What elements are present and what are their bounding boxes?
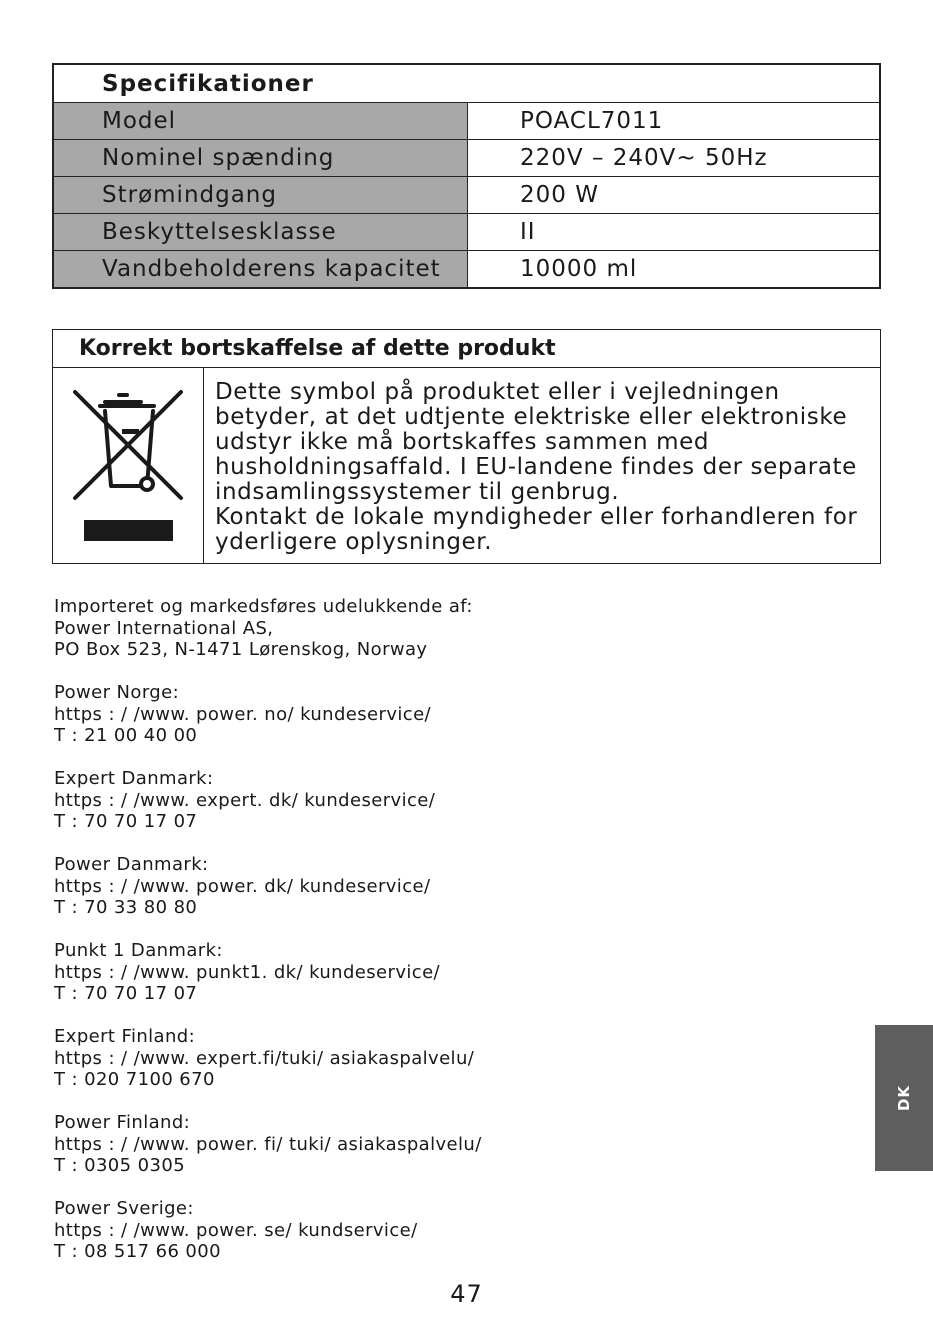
contact-phone: T : 020 7100 670 — [54, 1069, 215, 1090]
contact-url: https : / /www. expert. dk/ kundeservice/ — [54, 789, 436, 811]
language-tab — [875, 1025, 933, 1171]
disposal-icon-cell — [53, 368, 204, 564]
spec-value-tank-capacity: 10000 ml — [468, 251, 881, 289]
contact-phone: T : 08 517 66 000 — [54, 1241, 221, 1262]
contact-phone: T : 0305 0305 — [54, 1155, 186, 1176]
spec-row — [53, 177, 880, 214]
importer-line: Power International AS, — [54, 617, 274, 639]
contact-url: https : / /www. power. fi/ tuki/ asiakaspalvelu/ — [54, 1133, 482, 1155]
crossed-out-wheelie-bin-icon — [53, 368, 204, 564]
contact-expert-finland — [54, 1026, 614, 1091]
disposal-text-line: yderligere oplysninger. — [215, 529, 493, 555]
specifications-title: Specifikationer — [53, 64, 880, 103]
contacts-section — [54, 596, 614, 1284]
contact-name: Power Finland: — [54, 1112, 191, 1133]
importer-block — [54, 596, 614, 661]
spec-label-model: Model — [53, 103, 468, 140]
spec-row — [53, 251, 880, 289]
contact-power-sverige — [54, 1198, 614, 1263]
contact-name: Expert Danmark: — [54, 768, 214, 789]
disposal-text-line: Kontakt de lokale myndigheder eller forhandleren for — [215, 504, 858, 530]
spec-value-voltage: 220V – 240V~ 50Hz — [468, 140, 881, 177]
specifications-table — [52, 63, 881, 289]
spec-row — [53, 103, 880, 140]
specifications-header-row — [53, 64, 880, 103]
contact-url: https : / /www. power. se/ kundservice/ — [54, 1219, 418, 1241]
contact-name: Power Norge: — [54, 682, 180, 703]
language-tab-label: DK — [895, 1084, 913, 1112]
contact-phone: T : 70 33 80 80 — [54, 897, 198, 918]
disposal-text-line: udstyr ikke må bortskaffes sammen med — [215, 429, 710, 455]
contact-url: https : / /www. power. dk/ kundeservice/ — [54, 875, 431, 897]
disposal-text-line: indsamlingssystemer til genbrug. — [215, 479, 620, 505]
page-number: 47 — [450, 1280, 483, 1308]
spec-label-voltage: Nominel spænding — [53, 140, 468, 177]
contact-name: Punkt 1 Danmark: — [54, 940, 223, 961]
disposal-text — [215, 380, 880, 555]
contact-power-finland — [54, 1112, 614, 1177]
spec-row — [53, 214, 880, 251]
contact-url: https : / /www. punkt1. dk/ kundeservice/ — [54, 961, 441, 983]
contact-name: Power Sverige: — [54, 1198, 194, 1219]
disposal-text-line: husholdningsaffald. I EU-landene findes der separate — [215, 454, 857, 480]
disposal-title: Korrekt bortskaffelse af dette produkt — [53, 330, 880, 368]
spec-value-power: 200 W — [468, 177, 881, 214]
spec-row — [53, 140, 880, 177]
contact-punkt1-danmark — [54, 940, 614, 1005]
disposal-text-line: Dette symbol på produktet eller i vejledningen — [215, 379, 780, 405]
contact-phone: T : 70 70 17 07 — [54, 811, 198, 832]
spec-label-tank-capacity: Vandbeholderens kapacitet — [53, 251, 468, 289]
disposal-box — [52, 329, 881, 564]
spec-label-power: Strømindgang — [53, 177, 468, 214]
contact-name: Expert Finland: — [54, 1026, 196, 1047]
disposal-text-line: betyder, at det udtjente elektriske eller elektroniske — [215, 404, 848, 430]
contact-phone: T : 21 00 40 00 — [54, 725, 198, 746]
contact-name: Power Danmark: — [54, 854, 209, 875]
importer-line: Importeret og markedsføres udelukkende af: — [54, 596, 473, 617]
importer-line: PO Box 523, N-1471 Lørenskog, Norway — [54, 639, 428, 660]
contact-url: https : / /www. expert.fi/tuki/ asiakaspalvelu/ — [54, 1047, 475, 1069]
spec-value-model: POACL7011 — [468, 103, 881, 140]
contact-url: https : / /www. power. no/ kundeservice/ — [54, 703, 432, 725]
contact-phone: T : 70 70 17 07 — [54, 983, 198, 1004]
contact-power-norge — [54, 682, 614, 747]
contact-power-danmark — [54, 854, 614, 919]
contact-expert-danmark — [54, 768, 614, 833]
spec-label-protection-class: Beskyttelsesklasse — [53, 214, 468, 251]
spec-value-protection-class: II — [468, 214, 881, 251]
